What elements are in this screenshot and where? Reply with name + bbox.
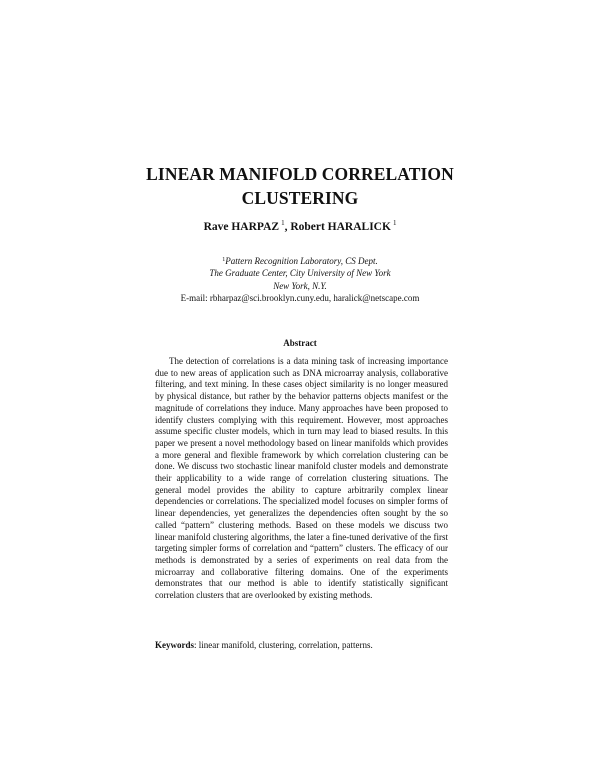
email-label: E-mail: [180, 293, 208, 304]
affiliation-block [100, 254, 500, 305]
title-line-1: LINEAR MANIFOLD CORRELATION [146, 164, 454, 184]
keywords-line [155, 640, 448, 652]
keywords-text: : linear manifold, clustering, correlation, patterns. [194, 640, 373, 650]
affiliation-line-1: $^1$Pattern Recognition Laboratory, CS Dept. [222, 256, 378, 266]
email-line [100, 292, 500, 304]
affiliation-line-2: The Graduate Center, City University of New York [209, 268, 391, 279]
abstract-text: The detection of correlations is a data mining task of increasing importance due to new areas of application such as DNA microarray analysis, collaborative filtering, and text mining. In these cases object similarity is no longer measured by physical distance, but rather by the behavior patterns objects manifest or the magnitude of correlations they induce. Many approaches have been proposed to identify clusters complying with this requirement. However, most approaches assume specific cluster models, which in turn may lead to biased results. In this paper we present a novel methodology based on linear manifolds which provides a more general and flexible framework by which correlation clustering can be done. We discuss two stochastic linear manifold cluster models and demonstrate their applicability to a wide range of correlation clustering situations. The general model provides the ability to capture arbitrarily complex linear dependencies or correlations. The specialized model focuses on simpler forms of linear dependencies, yet generalizes the dependencies often sought by the so called “pattern” clustering methods. Based on these models we discuss two linear manifold clustering algorithms, the later a fine-tuned derivative of the first targeting simpler forms of correlation and “pattern” clusters. The efficacy of our methods is demonstrated by a series of experiments on real data from the microarray and collaborative filtering domains. One of the experiments demonstrates that our method is able to identify statistically significant correlation clusters that are overlooked by existing methods. [155, 356, 448, 601]
author-name: Robert HARALICK [290, 221, 391, 233]
title-line-2: CLUSTERING [241, 188, 359, 208]
keywords-label: Keywords [155, 640, 194, 650]
author-affil-mark: 1 [281, 219, 285, 227]
email-addresses: rbharpaz@sci.brooklyn.cuny.edu, haralick@netscape.com [209, 293, 420, 304]
affiliation-mark: 1 [222, 257, 226, 263]
affiliation-line-3: New York, N.Y. [273, 280, 327, 291]
author-list: Rave HARPAZ $^1$, Robert HARALICK $^1$ [203, 219, 397, 233]
author-affil-mark: 1 [392, 219, 397, 227]
paper-title [100, 162, 500, 210]
abstract-heading: Abstract [283, 338, 317, 348]
author-name: Rave HARPAZ [203, 221, 280, 233]
